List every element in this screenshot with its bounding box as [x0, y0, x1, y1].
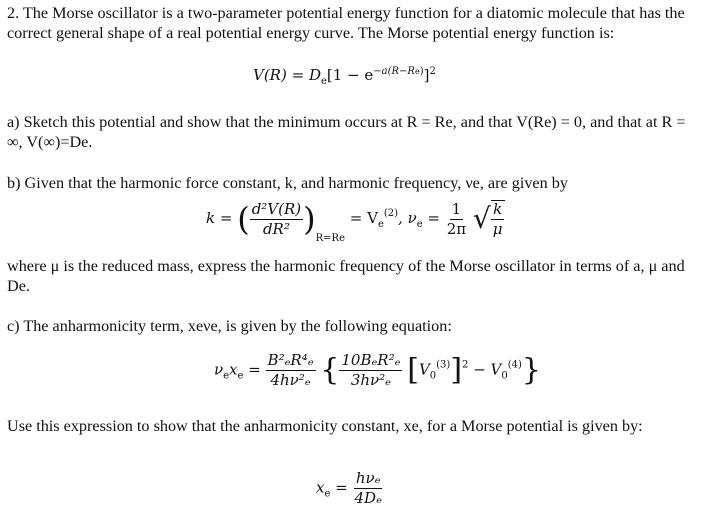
final-equation: $x_e$ = $\frac{\text{hνₑ}}{\text{4Dₑ}}$ — [316, 469, 382, 507]
part-b-text: b) Given that the harmonic force constant, k, and harmonic frequency, νe, are given by — [7, 174, 568, 192]
part-c-continued: Use this expression to show that the anharmonicity constant, xe, for a Morse potential is given by: — [7, 417, 643, 435]
morse-equation: $V(R) = D_e[1 - e^{-a(R-Re)}]^2$ — [253, 66, 436, 87]
part-c-text: c) The anharmonicity term, xeνe, is given by the following equation: — [7, 317, 452, 335]
part-a-text: a) Sketch this potential and show that the minimum occurs at R = Re, and that V(Re) = 0, and that at R = ∞, V(∞)=De. — [7, 113, 686, 151]
part-b-continued: where μ is the reduced mass, express the harmonic frequency of the Morse oscillator in terms of a, μ and De. — [7, 257, 685, 295]
harmonic-equations: k = ( $\frac{\text{d²V(R)}}{\text{dR²}}$ )$_{R=Re} = V_e^{(2)}$, $\nu_e$ = $\frac{1}{2\pi}$ √ $\frac{k}{\mu}$ — [206, 199, 503, 244]
problem-intro: 2. The Morse oscillator is a two-parameter potential energy function for a diatomic molecule that has the correct general shape of a real potential energy curve. The Morse potential energy function is: — [7, 4, 685, 42]
anharmonicity-equation: $\nu_ex_e$ = $\frac{\text{B²ₑR⁴ₑ}}{\text{4hν²ₑ}}$ { $\frac{\text{10BₑR²ₑ}}{\text{3hν²ₑ}}$ $[V_0^{(3)}]^2 - V_0^{(4)}$} — [214, 351, 542, 389]
